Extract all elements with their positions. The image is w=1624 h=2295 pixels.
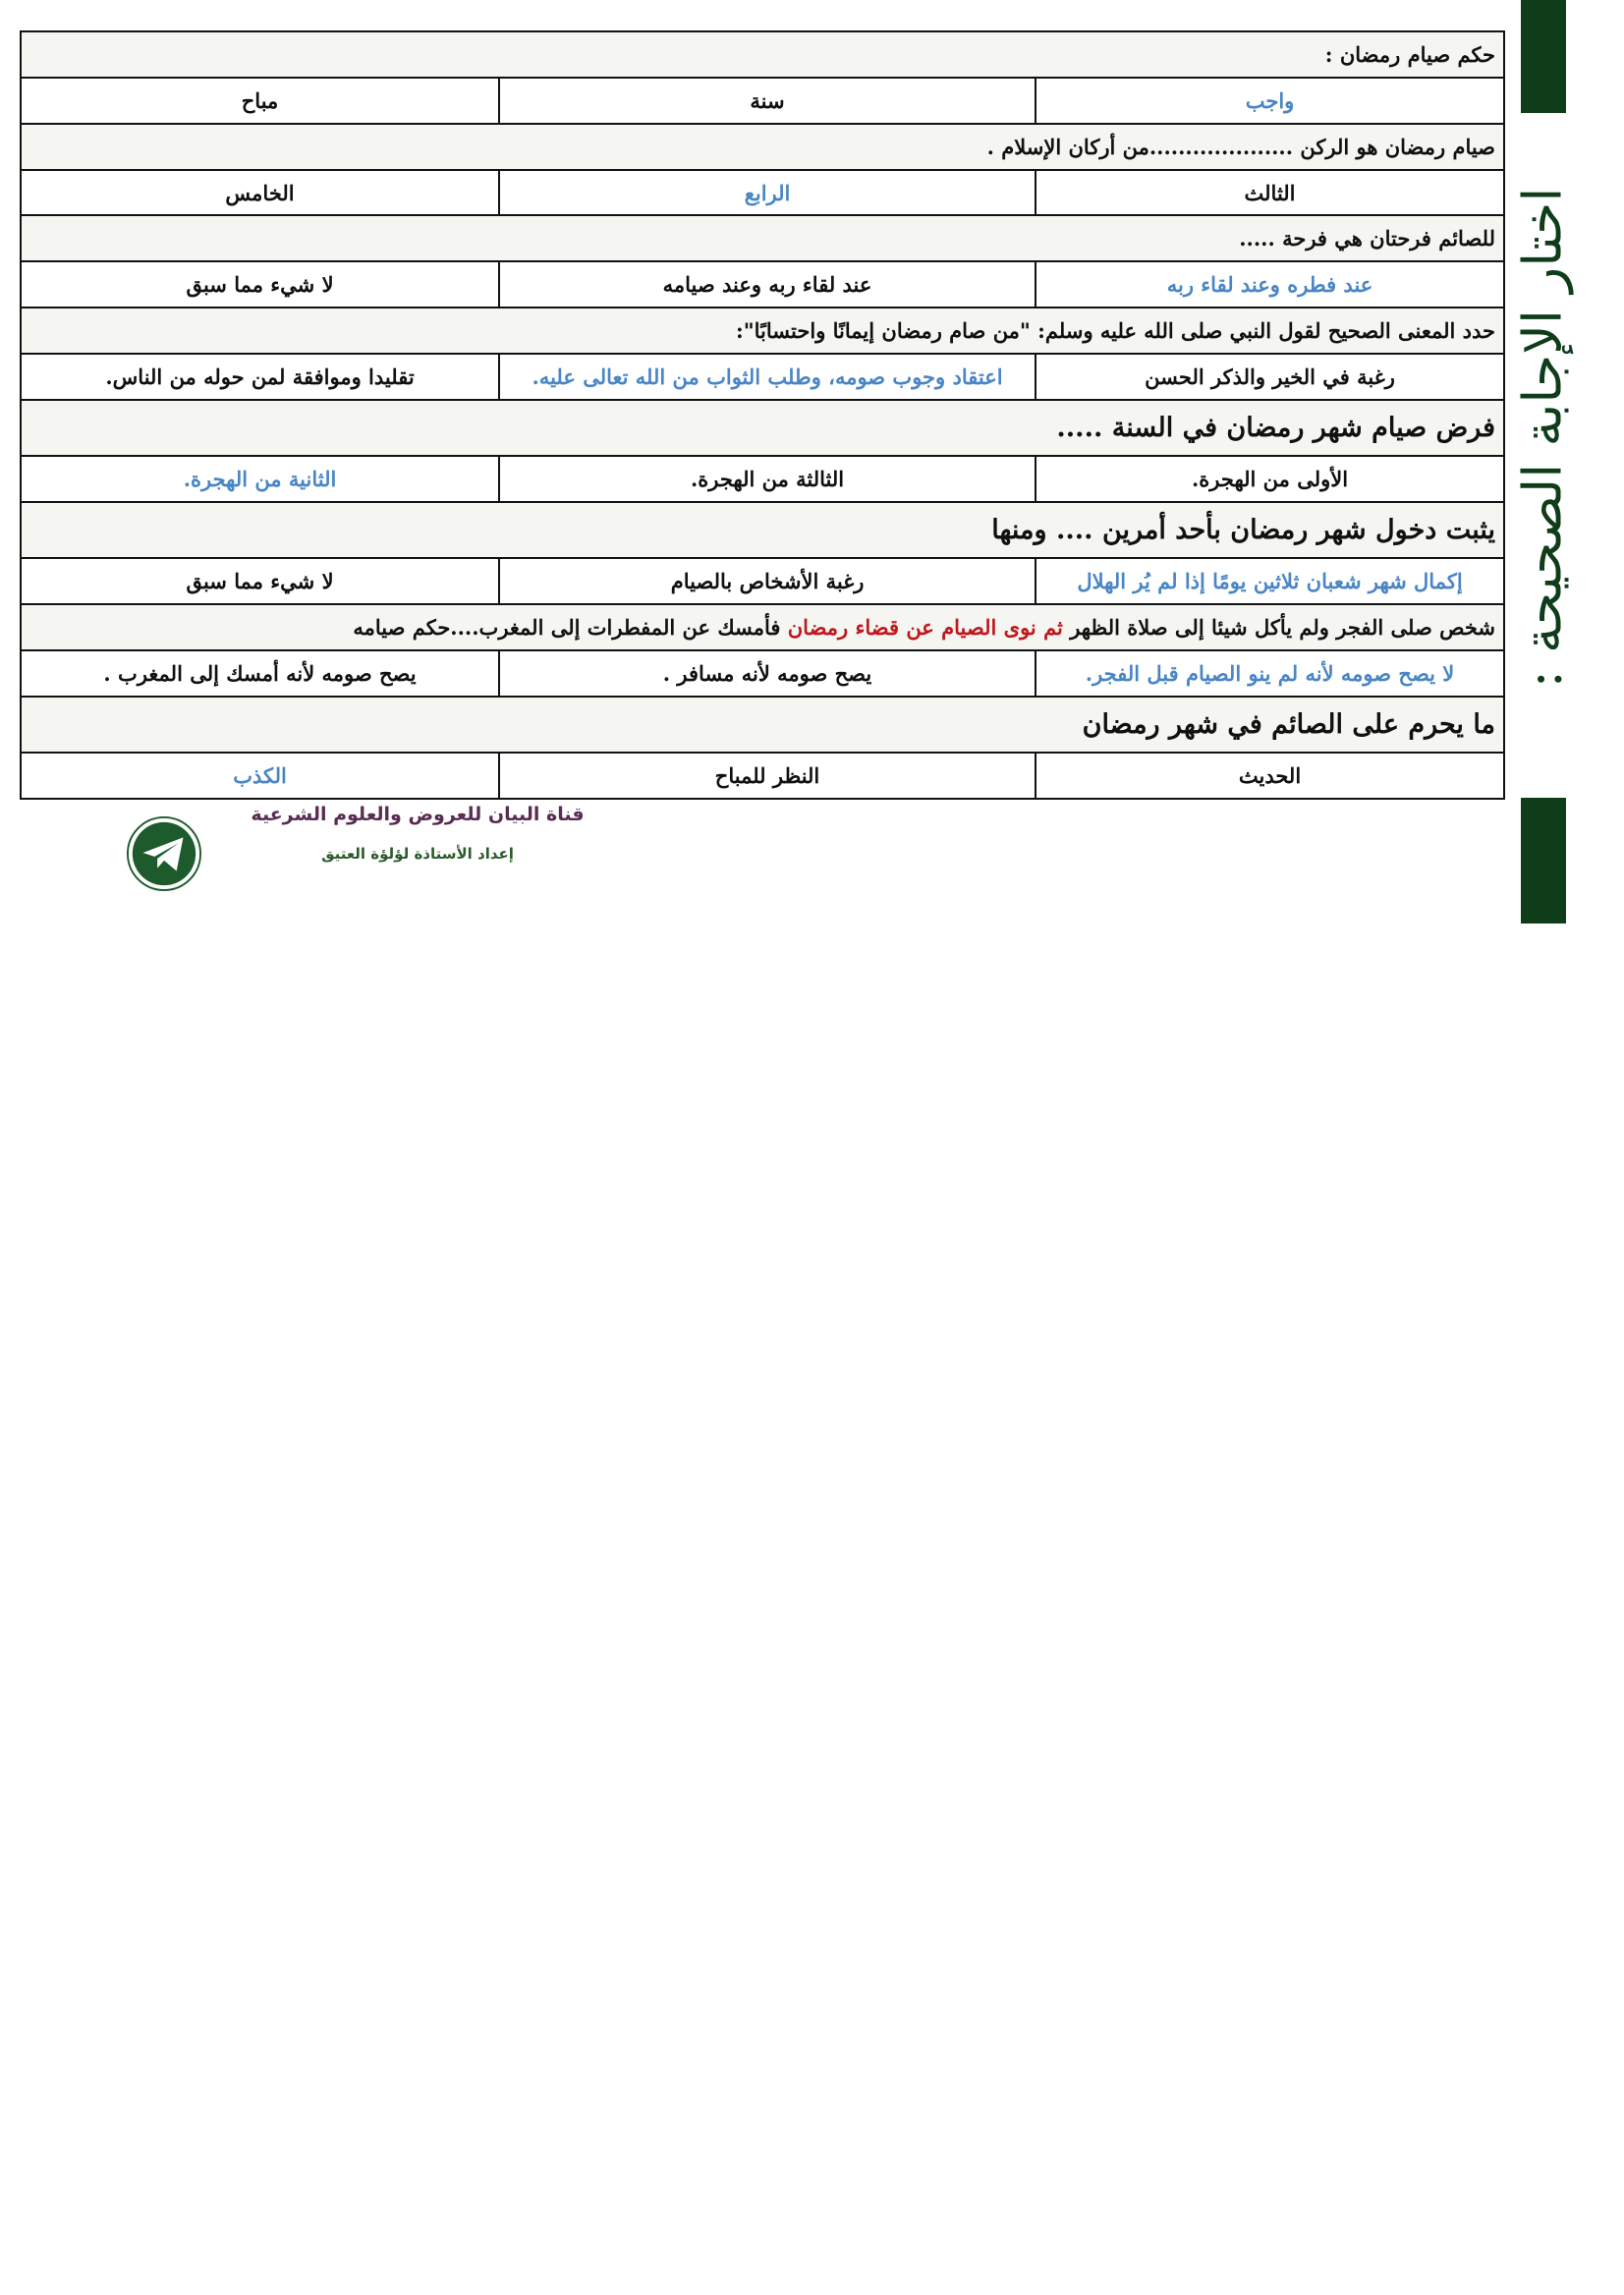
q6-option-3[interactable]: لا شيء مما سبق <box>21 558 499 604</box>
sidebar-top-bar <box>1521 0 1566 113</box>
q6-option-2[interactable]: رغبة الأشخاص بالصيام <box>499 558 1036 604</box>
telegram-icon[interactable] <box>126 815 202 892</box>
question-3: للصائم فرحتان هي فرحة ..... <box>21 215 1504 261</box>
q7-option-1[interactable]: لا يصح صومه لأنه لم ينو الصيام قبل الفجر. <box>1036 650 1504 697</box>
q7-option-2[interactable]: يصح صومه لأنه مسافر . <box>499 650 1036 697</box>
question-4: حدد المعنى الصحيح لقول النبي صلى الله عليه وسلم: "من صام رمضان إيمانًا واحتسابًا": <box>21 308 1504 354</box>
q4-option-2[interactable]: اعتقاد وجوب صومه، وطلب الثواب من الله تعالى عليه. <box>499 354 1036 400</box>
question-7 <box>21 604 1504 650</box>
q3-option-3[interactable]: لا شيء مما سبق <box>21 261 499 308</box>
q6-option-1[interactable]: إكمال شهر شعبان ثلاثين يومًا إذا لم يُر الهلال <box>1036 558 1504 604</box>
q7-option-3[interactable]: يصح صومه لأنه أمسك إلى المغرب . <box>21 650 499 697</box>
q2-option-3[interactable]: الخامس <box>21 170 499 216</box>
channel-name: قناة البيان للعروض والعلوم الشرعية <box>251 804 585 825</box>
q2-option-2[interactable]: الرابع <box>499 170 1036 216</box>
q5-option-2[interactable]: الثالثة من الهجرة. <box>499 456 1036 502</box>
author-credit: إعداد الأستاذة لؤلؤة العتيق <box>321 845 514 863</box>
q8-option-1[interactable]: الحديث <box>1036 753 1504 799</box>
sidebar-bottom-bar <box>1521 798 1566 924</box>
question-2: صيام رمضان هو الركن ....................من أركان الإسلام . <box>21 124 1504 170</box>
question-8: ما يحرم على الصائم في شهر رمضان <box>21 697 1504 753</box>
q2-option-1[interactable]: الثالث <box>1036 170 1504 216</box>
question-7-text-after: فأمسك عن المفطرات إلى المغرب....حكم صيامه <box>353 615 788 641</box>
question-5: فرض صيام شهر رمضان في السنة ..... <box>21 400 1504 456</box>
q5-option-3[interactable]: الثانية من الهجرة. <box>21 456 499 502</box>
question-7-text-before: شخص صلى الفجر ولم يأكل شيئا إلى صلاة الظهر <box>1062 615 1496 641</box>
question-6: يثبت دخول شهر رمضان بأحد أمرين .... ومنها <box>21 502 1504 558</box>
question-1: حكم صيام رمضان : <box>21 31 1504 78</box>
q1-option-1[interactable]: واجب <box>1036 78 1504 124</box>
side-title: اختار الإجابة الصحيحة : <box>1511 187 1574 688</box>
q8-option-2[interactable]: النظر للمباح <box>499 753 1036 799</box>
q4-option-1[interactable]: رغبة في الخير والذكر الحسن <box>1036 354 1504 400</box>
q4-option-3[interactable]: تقليدا وموافقة لمن حوله من الناس. <box>21 354 499 400</box>
q8-option-3[interactable]: الكذب <box>21 753 499 799</box>
q1-option-3[interactable]: مباح <box>21 78 499 124</box>
question-7-highlight: ثم نوى الصيام عن قضاء رمضان <box>787 615 1063 641</box>
q1-option-2[interactable]: سنة <box>499 78 1036 124</box>
q3-option-1[interactable]: عند فطره وعند لقاء ربه <box>1036 261 1504 308</box>
q3-option-2[interactable]: عند لقاء ربه وعند صيامه <box>499 261 1036 308</box>
quiz-table <box>20 30 1505 800</box>
q5-option-1[interactable]: الأولى من الهجرة. <box>1036 456 1504 502</box>
